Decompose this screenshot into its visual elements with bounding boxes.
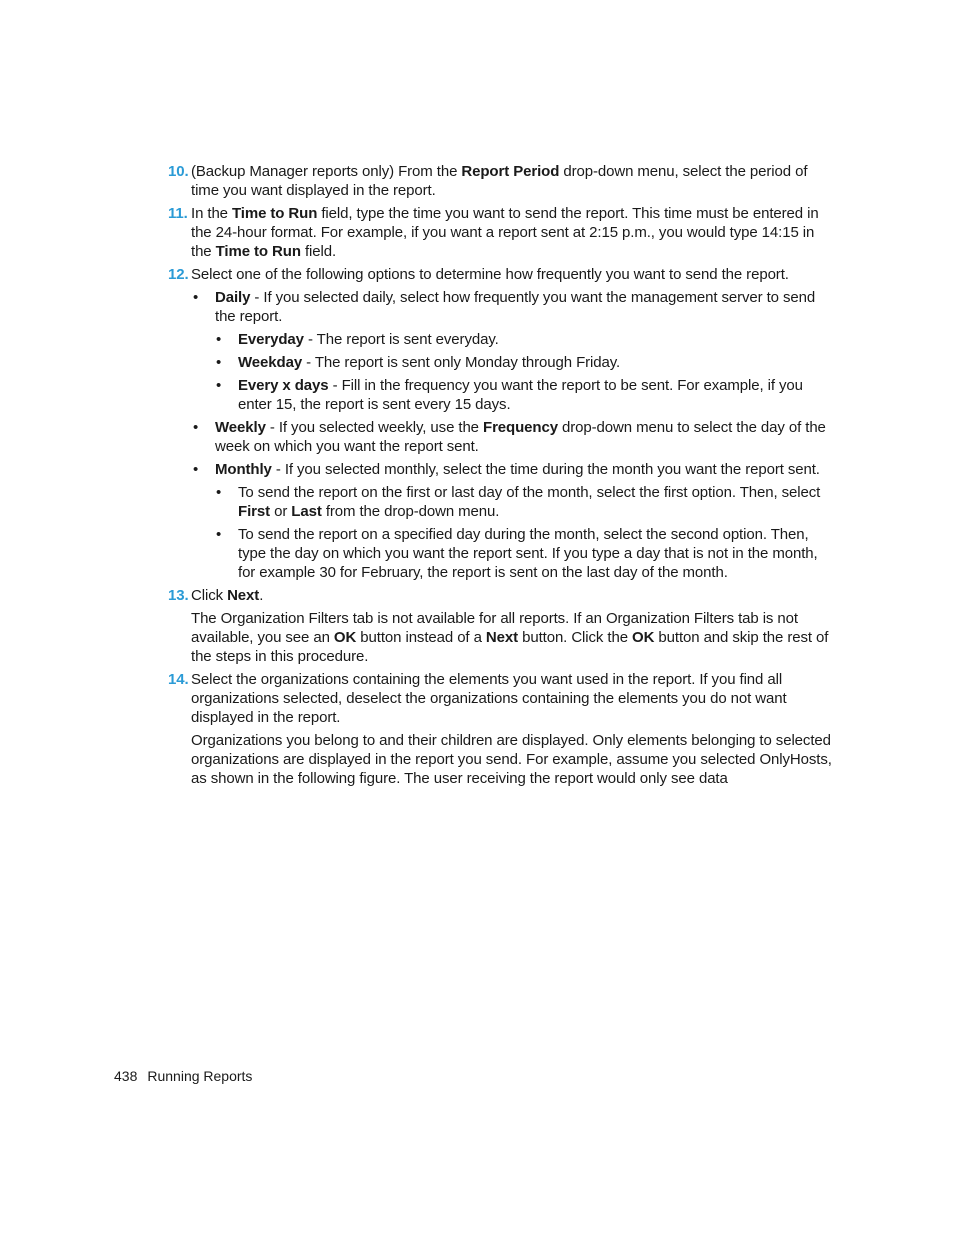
option-text: - The report is sent everyday. <box>303 331 499 348</box>
bullet-icon: • <box>193 289 199 306</box>
step-text: . <box>259 587 264 604</box>
step-10 <box>168 162 834 200</box>
step-text: (Backup Manager reports only) From the <box>191 163 462 180</box>
option-text: from the drop-down menu. <box>321 503 500 520</box>
step-text: drop-down menu, select the period of time you want displayed in the report. <box>191 163 808 199</box>
option-every-x-days <box>168 376 834 414</box>
note-text: button instead of a <box>356 629 486 646</box>
option-label: Weekday <box>238 354 303 371</box>
option-label: Every x days <box>238 377 329 394</box>
step-text: field, type the time you want to send the report. This time must be entered in the 24-hour format. For example, if you want a report sent at 2:15 p.m., you would type 14:15 in the <box>191 205 819 260</box>
option-monthly-first-last <box>168 483 834 521</box>
bullet-icon: • <box>216 331 222 348</box>
step-text: Click <box>191 587 228 604</box>
bullet-icon: • <box>216 377 222 394</box>
option-text: or <box>270 503 292 520</box>
section-title: Running Reports <box>147 1068 253 1084</box>
step-number: 14. <box>168 671 189 688</box>
step-number: 12. <box>168 266 189 283</box>
page-footer <box>114 1067 252 1085</box>
ui-term-time-to-run: Time to Run <box>215 243 301 260</box>
ui-term-next: Next <box>485 629 519 646</box>
step-text: field. <box>300 243 337 260</box>
option-everyday <box>168 330 834 349</box>
page-number: 438 <box>114 1068 138 1084</box>
option-label: Everyday <box>238 331 304 348</box>
step-number: 10. <box>168 163 189 180</box>
note-text: Organizations you belong to and their children are displayed. Only elements belonging to selected organizations are displayed in the report you send. For example, assume you selected OnlyHosts, as shown in the following figure. The user receiving the report would only see data <box>191 732 832 787</box>
option-text: - Fill in the frequency you want the report to be sent. For example, if you enter 15, the report is sent every 15 days. <box>238 377 803 413</box>
note-text: The Organization Filters tab is not available for all reports. If an Organization Filters tab is not available, you see an <box>191 610 798 646</box>
step-text: Select the organizations containing the elements you want used in the report. If you find all organizations selected, deselect the organizations containing the elements you do not want displayed in the report. <box>191 671 787 726</box>
step-12 <box>168 265 834 284</box>
option-text: To send the report on a specified day during the month, select the second option. Then, type the day on which you want the report sent. If you type a day that is not in the month, for example 30 for February, the report is sent on the last day of the month. <box>238 526 818 581</box>
step-14 <box>168 670 834 727</box>
ui-term-ok: OK <box>333 629 357 646</box>
option-text: - If you selected weekly, use the <box>265 419 483 436</box>
ui-term-time-to-run: Time to Run <box>232 205 318 222</box>
step-13 <box>168 586 834 605</box>
ui-term-report-period: Report Period <box>461 163 560 180</box>
option-monthly-specified-day <box>168 525 834 582</box>
step-13-note <box>168 609 834 666</box>
step-text: Select one of the following options to determine how frequently you want to send the report. <box>191 266 789 283</box>
bullet-icon: • <box>216 354 222 371</box>
option-monthly <box>168 460 834 479</box>
note-text: button and skip the rest of the steps in this procedure. <box>191 629 829 665</box>
option-label: Daily <box>215 289 251 306</box>
option-label: Monthly <box>215 461 272 478</box>
step-11 <box>168 204 834 261</box>
option-text: - If you selected daily, select how frequently you want the management server to send the report. <box>215 289 816 325</box>
ui-term-frequency: Frequency <box>483 419 558 436</box>
ui-term-first: First <box>238 503 271 520</box>
option-text: To send the report on the first or last day of the month, select the first option. Then, select <box>238 484 821 501</box>
step-text: In the <box>191 205 232 222</box>
bullet-icon: • <box>216 526 222 543</box>
option-text: - The report is sent only Monday through Friday. <box>302 354 621 371</box>
bullet-icon: • <box>193 461 199 478</box>
step-number: 13. <box>168 587 189 604</box>
step-14-note <box>168 731 834 788</box>
option-label: Weekly <box>215 419 266 436</box>
ui-term-next: Next <box>227 587 260 604</box>
option-weekday <box>168 353 834 372</box>
step-number: 11. <box>168 205 188 222</box>
option-text: drop-down menu to select the day of the week on which you want the report sent. <box>215 419 826 455</box>
option-text: - If you selected monthly, select the time during the month you want the report sent. <box>271 461 820 478</box>
note-text: button. Click the <box>518 629 633 646</box>
bullet-icon: • <box>216 484 222 501</box>
procedure-steps <box>168 162 834 792</box>
ui-term-last: Last <box>291 503 322 520</box>
ui-term-ok: OK <box>632 629 655 646</box>
option-daily <box>168 288 834 326</box>
option-weekly <box>168 418 834 456</box>
bullet-icon: • <box>193 419 199 436</box>
